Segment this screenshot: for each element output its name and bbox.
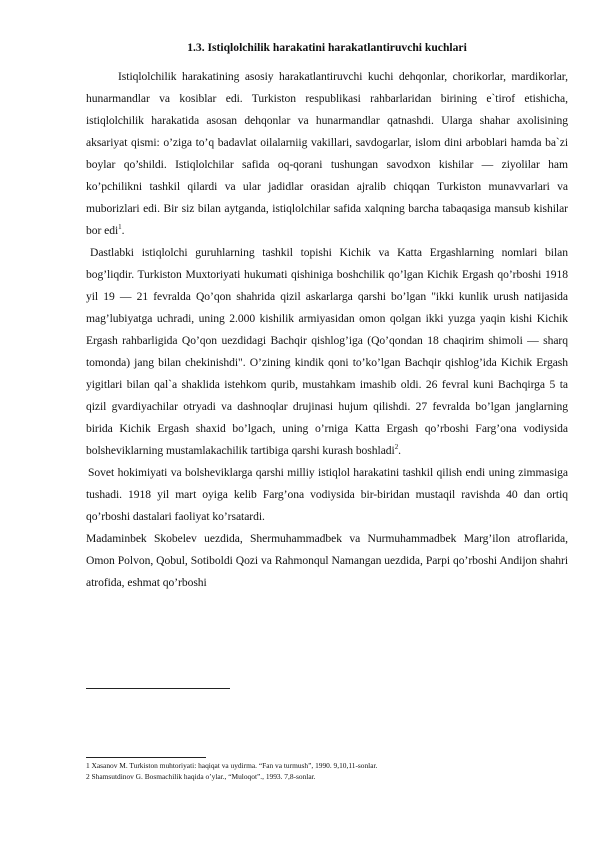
section-title: 1.3. Istiqlolchilik harakatini harakatlantiruvchi kuchlari	[187, 41, 467, 54]
footnotes	[86, 760, 568, 782]
paragraph-1-text: Istiqlolchilik harakatining asosiy harakatlantiruvchi kuchi dehqonlar, chorikorlar, mardikorlar, hunarmandlar va kosiblar edi. Turkiston respublikasi rahbarlaridan birining e`tirof etishicha, istiqlolchilik harakatida asosan dehqonlar va hunarmandlar qatnashdi. Ularga shahar axolisining aksariyat qismi: o’ziga to’q badavlat oilalarniig vakillari, savdogarlar, islom dini arboblari hamda ba`zi boylar qo’shildi. Istiqlolchilar safida oq-qorani tushungan savodxon kishilar — ziyolilar ham ko’pchilikni tashkil qilardi va ular jadidlar orasidan ajralib chiqqan Turkiston munavvarlari va muborizlari edi. Bir siz bilan aytganda, istiqlolchilar safida xalqning barcha tabaqasiga mansub kishilar bor edi	[86, 70, 568, 237]
paragraph-2-text: Dastlabki istiqlolchi guruhlarning tashkil topishi Kichik va Katta Ergashlarning nomlari bilan bog’liqdir. Turkiston Muxtoriyati hukumati qishiniga boshchilik qo’lgan Kichik Ergash qo’rboshi 1918 yil 19 — 21 fevralda Qo’qon shahrida qizil askarlarga qarshi bo’lgan "ikki kunlik urush natijasida mag’lubiyatga uchradi, uning 2.000 kishilik armiyasidan omon qolgan ikki yuzga yaqin kishi Kichik Ergash rahbarligida Qo’qon uezdidagi Bachqir qishlog’iga (Qo’qondan 18 chaqirim shimoli — sharq tomonda) jang bilan chekinishdi". O’zining kindik qoni to’ko’lgan Bachqir qishlog’ida Kichik Ergash yigitlari bilan qal`a shaklida istehkom qurib, mustahkam imashib oldi. 26 fevral kuni Bachqirga 5 ta qizil gvardiyachilar otryadi va dashnoqlar drujinasi hujum qilishdi. 27 fevralda bo’lgan janglarning birida Kichik Ergash shaxid bo’lgach, uning o’rniga Katta Ergash qo’rboshi Farg’ona vodiysida bolsheviklarning mustamlakachilik tartibiga qarshi kurash boshladi	[86, 246, 568, 457]
paragraph-3: Sovet hokimiyati va bolsheviklarga qarshi milliy istiqlol harakatini tashkil qilish endi uning zimmasiga tushadi. 1918 yil mart oyiga kelib Farg’ona vodiysida bir-biridan mustaqil ravishda 40 dan ortiq qo’rboshi dastalari faoliyat ko’rsatardi.	[86, 466, 568, 523]
paragraph-1	[86, 66, 568, 242]
footnote-separator-1	[86, 688, 230, 689]
body-text	[86, 66, 568, 594]
paragraph-1-period: .	[121, 224, 125, 237]
footnote-ref-1[interactable]: 1	[118, 223, 122, 232]
paragraph-2-period: .	[398, 444, 402, 457]
footnote-1: 1 Xasanov M. Turkiston muhtoriyati: haqiqat va uydirma. “Fan va turmush”, 1990. 9,10,11-sonlar.	[86, 761, 378, 770]
footnote-ref-2[interactable]: 2	[394, 443, 399, 452]
footnote-separator-2	[86, 757, 206, 758]
paragraph-2	[86, 242, 568, 462]
footnote-2: 2 Shamsutdinov G. Bosmachilik haqida o’ylar., “Muloqot”., 1993. 7,8-sonlar.	[86, 772, 316, 781]
paragraph-4: Madaminbek Skobelev uezdida, Shermuhammadbek va Nurmuhammadbek Marg’ilon atroflarida, Omon Polvon, Qobul, Sotiboldi Qozi va Rahmonqul Namangan uezdida, Parpi qo’rboshi Andijon shahri atrofida, eshmat qo’rboshi	[86, 532, 568, 589]
